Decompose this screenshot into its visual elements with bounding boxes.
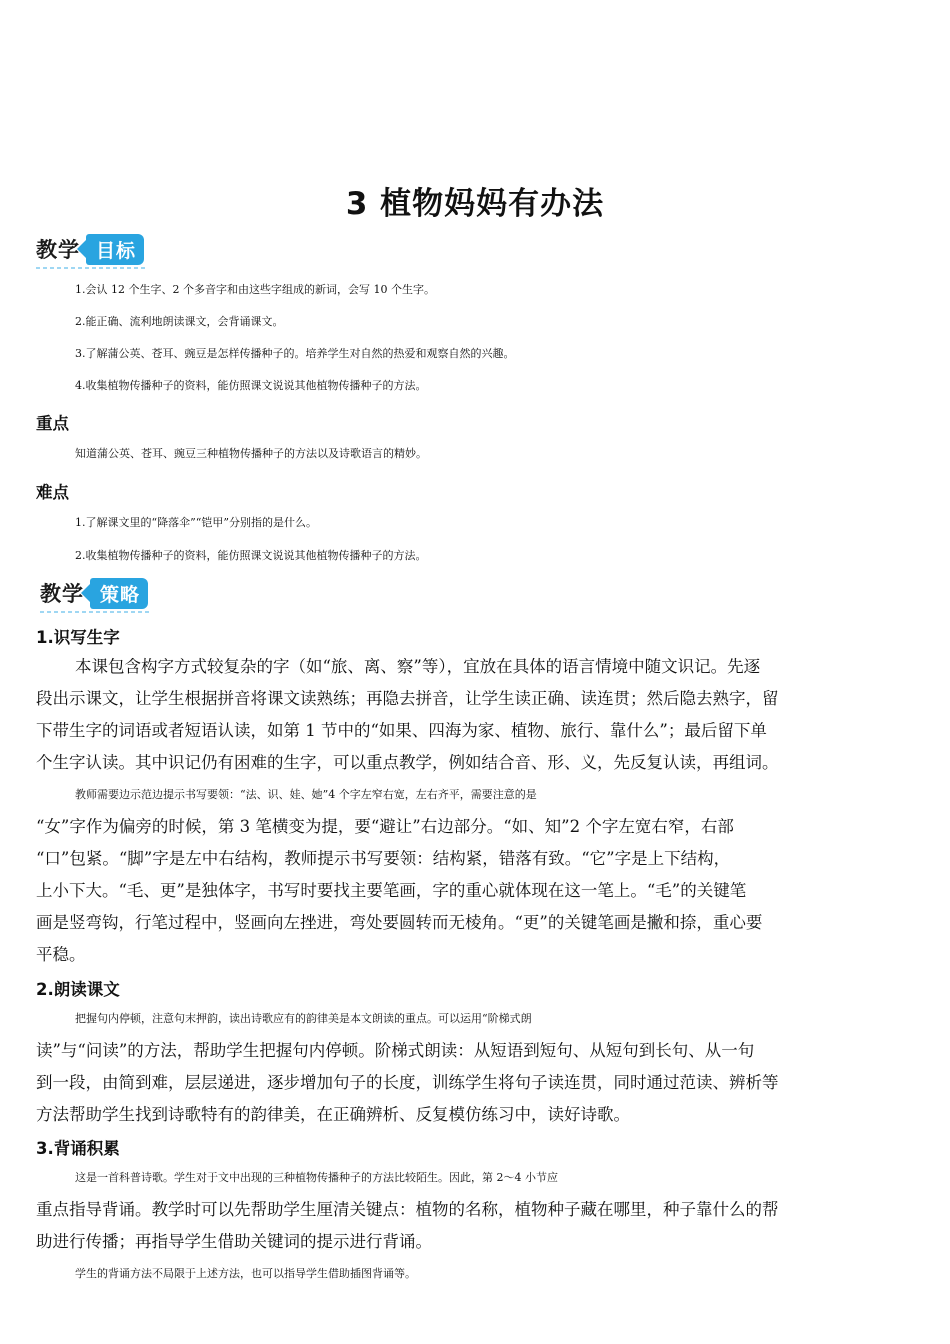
strategy-heading [40,576,148,610]
strategy-heading-plain: 教学 [40,582,84,606]
paragraph-line: 把握句内停顿，注意句末押韵，读出诗歌应有的韵律美是本文朗读的重点。可以运用“阶梯式朗 [75,1012,532,1025]
difficulty-label: 难点 [36,483,69,502]
paragraph-line: 个生字认读。其中识记仍有困难的生字，可以重点教学，例如结合音、形、义，先反复认读，再组词。 [36,753,779,772]
heading-underline [40,611,152,613]
paragraph-line: 方法帮助学生找到诗歌特有的韵律美，在正确辨析、反复模仿练习中，读好诗歌。 [36,1105,630,1124]
goals-heading-plain: 教学 [36,238,80,262]
key-point-label: 重点 [36,414,69,433]
section-title: 1.识写生字 [36,628,120,647]
paragraph-line: 这是一首科普诗歌。学生对于文中出现的三种植物传播种子的方法比较陌生。因此，第 2～4 小节应 [75,1171,558,1184]
goal-item: 1.会认 12 个生字、2 个多音字和由这些字组成的新词，会写 10 个生字。 [75,283,435,296]
paragraph-line: 重点指导背诵。教学时可以先帮助学生厘清关键点：植物的名称，植物种子藏在哪里，种子靠什么的帮 [36,1200,779,1219]
goals-heading-tag: 目标 [86,234,144,265]
strategy-heading-tag: 策略 [90,578,148,609]
lesson-title: 3 植物妈妈有办法 [345,186,605,222]
paragraph-line: 学生的背诵方法不局限于上述方法，也可以指导学生借助插图背诵等。 [75,1267,416,1280]
heading-underline [36,267,148,269]
paragraph-line: 本课包含构字方式较复杂的字（如“旅、离、察”等），宜放在具体的语言情境中随文识记。先逐 [75,657,761,676]
paragraph-line: “女”字作为偏旁的时候，第 3 笔横变为提，要“避让”右边部分。“如、知”2 个字左宽右窄，右部 [36,817,734,836]
paragraph-line: 教师需要边示范边提示书写要领：“法、识、娃、她”4 个字左窄右宽，左右齐平，需要注意的是 [75,788,537,801]
paragraph-line: 下带生字的词语或者短语认读，如第 1 节中的“如果、四海为家、植物、旅行、靠什么”；最后留下单 [36,721,767,740]
goal-item: 3.了解蒲公英、苍耳、豌豆是怎样传播种子的。培养学生对自然的热爱和观察自然的兴趣。 [75,347,515,360]
section-title: 3.背诵积累 [36,1139,120,1158]
paragraph-line: 画是竖弯钩，行笔过程中，竖画向左挫进，弯处要圆转而无棱角。“更”的关键笔画是撇和捺，重心要 [36,913,763,932]
paragraph-line: 段出示课文，让学生根据拼音将课文读熟练；再隐去拼音，让学生读正确、读连贯；然后隐去熟字，留 [36,689,779,708]
goals-heading [36,232,144,266]
difficulty-item: 1.了解课文里的“降落伞”“铠甲”分别指的是什么。 [75,516,317,529]
paragraph-line: 到一段，由简到难，层层递进，逐步增加句子的长度，训练学生将句子读连贯，同时通过范读、辨析等 [36,1073,779,1092]
paragraph-line: 助进行传播；再指导学生借助关键词的提示进行背诵。 [36,1232,432,1251]
goal-item: 4.收集植物传播种子的资料，能仿照课文说说其他植物传播种子的方法。 [75,379,427,392]
paragraph-line: 平稳。 [36,945,86,964]
paragraph-line: 读”与“问读”的方法，帮助学生把握句内停顿。阶梯式朗读：从短语到短句、从短句到长句、从一句 [36,1041,755,1060]
goal-item: 2.能正确、流利地朗读课文，会背诵课文。 [75,315,284,328]
key-point-text: 知道蒲公英、苍耳、豌豆三种植物传播种子的方法以及诗歌语言的精妙。 [75,447,427,460]
paragraph-line: “口”包紧。“脚”字是左中右结构，教师提示书写要领：结构紧，错落有致。“它”字是上下结构， [36,849,731,868]
difficulty-item: 2.收集植物传播种子的资料，能仿照课文说说其他植物传播种子的方法。 [75,549,427,562]
paragraph-line: 上小下大。“毛、更”是独体字，书写时要找主要笔画，字的重心就体现在这一笔上。“毛”的关键笔 [36,881,747,900]
section-title: 2.朗读课文 [36,980,120,999]
